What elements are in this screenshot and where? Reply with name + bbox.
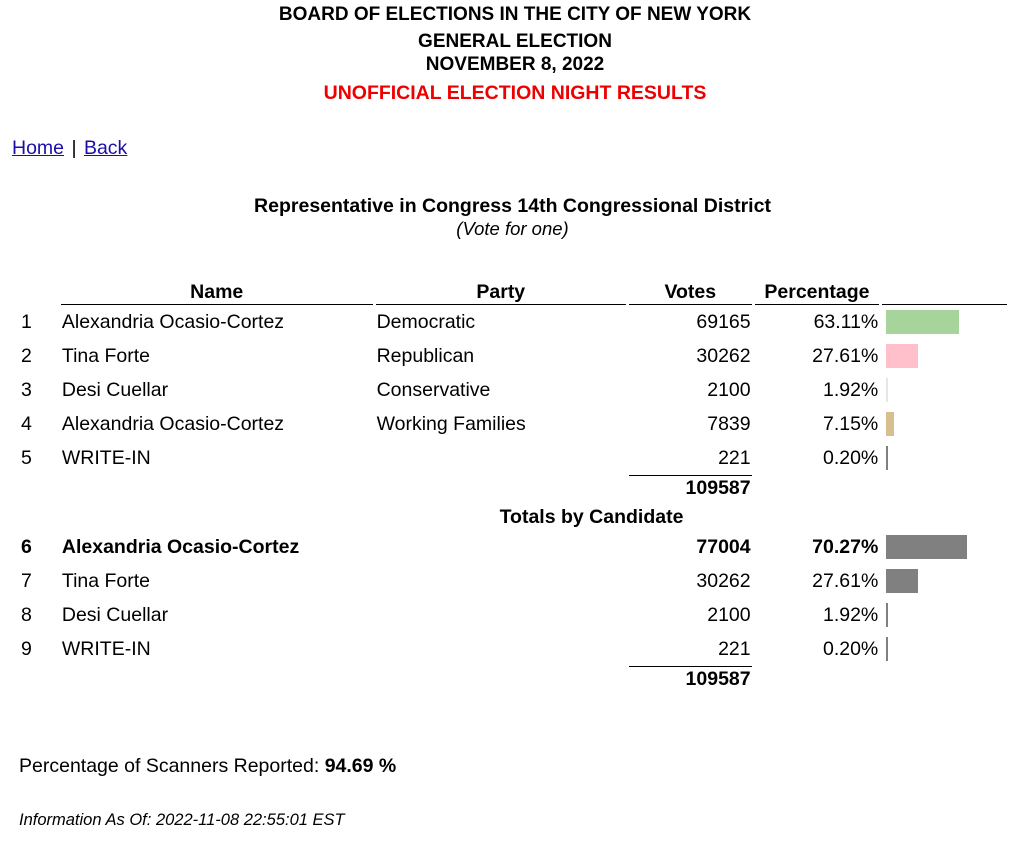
row-number: 6 [21,535,32,558]
vote-count: 221 [718,446,751,469]
information-as-of: Information As Of: 2022-11-08 22:55:01 EST [19,811,345,829]
vote-percentage: 7.15% [822,412,879,435]
vote-count: 30262 [696,569,751,592]
percentage-bar [886,310,959,334]
table-row [17,598,1007,632]
nav-separator: | [71,137,77,159]
candidate-total-row [17,666,1007,695]
party-name [376,564,626,598]
candidate-total-votes: 109587 [629,666,752,695]
candidate-total-section [17,666,1007,695]
board-title: BOARD OF ELECTIONS IN THE CITY OF NEW YORK [278,4,752,25]
percentage-bar [886,603,888,627]
table-header-row [17,278,1007,305]
candidate-name: Alexandria Ocasio-Cortez [61,310,285,333]
party-total-row [17,475,1007,504]
party-name [376,598,626,632]
percentage-bar-cell [882,305,1007,339]
back-link[interactable]: Back [83,137,128,159]
vote-count: 2100 [707,378,751,401]
row-number: 5 [21,446,32,469]
percentage-bar-cell [882,339,1007,373]
percentage-bar-cell [882,530,1007,564]
candidate-name: Desi Cuellar [61,378,169,401]
unofficial-results-banner: UNOFFICIAL ELECTION NIGHT RESULTS [323,82,707,104]
election-name: GENERAL ELECTION [418,31,612,52]
party-total-votes: 109587 [629,475,752,504]
candidate-totals-heading: Totals by Candidate [499,505,684,528]
percentage-bar [886,344,918,368]
row-number: 3 [21,378,32,401]
table-row [17,339,1007,373]
table-row [17,373,1007,407]
candidate-name: Tina Forte [61,569,151,592]
vote-count: 77004 [696,535,751,558]
candidate-name: Desi Cuellar [61,603,169,626]
row-number: 1 [21,310,32,333]
row-number: 9 [21,637,32,660]
candidate-name: WRITE-IN [61,637,151,660]
percentage-bar [886,378,888,402]
percentage-bar [886,535,967,559]
vote-percentage: 63.11% [813,310,879,333]
candidate-totals-heading-row [17,504,1007,530]
party-name: Democratic [376,310,476,333]
vote-percentage: 27.61% [812,344,879,367]
table-row [17,564,1007,598]
party-name: Working Families [376,412,526,435]
row-number: 4 [21,412,32,435]
contest-title: Representative in Congress 14th Congressional District [254,195,771,217]
party-name: Conservative [376,378,491,401]
percentage-bar-cell [882,598,1007,632]
scanners-label: Percentage of Scanners Reported: [19,755,320,777]
vote-percentage: 1.92% [822,378,879,401]
candidate-name: Alexandria Ocasio-Cortez [61,412,285,435]
table-row [17,530,1007,564]
percentage-bar-cell [882,441,1007,475]
vote-count: 2100 [707,603,751,626]
vote-count: 30262 [696,344,751,367]
party-rows [17,305,1007,475]
percentage-bar [886,412,894,436]
header-votes: Votes [629,278,752,305]
header-party: Party [376,278,626,305]
vote-percentage: 70.27% [812,535,879,558]
election-date: NOVEMBER 8, 2022 [425,54,605,75]
header-percentage: Percentage [755,278,880,305]
vote-percentage: 0.20% [822,446,879,469]
row-number: 7 [21,569,32,592]
percentage-bar-cell [882,564,1007,598]
party-name [376,632,626,666]
percentage-bar-cell [882,407,1007,441]
vote-percentage: 0.20% [822,637,879,660]
home-link[interactable]: Home [12,137,65,159]
party-name: Republican [376,344,475,367]
table-row [17,632,1007,666]
vote-count: 7839 [707,412,751,435]
table-row [17,407,1007,441]
party-name [376,530,626,564]
header-name: Name [61,278,373,305]
scanners-reported [19,754,396,778]
table-row [17,441,1007,475]
party-name [376,441,626,475]
percentage-bar [886,569,918,593]
percentage-bar [886,446,888,470]
candidate-rows [17,530,1007,666]
candidate-name: WRITE-IN [61,446,151,469]
vote-percentage: 1.92% [822,603,879,626]
percentage-bar-cell [882,373,1007,407]
results-table [14,278,1010,695]
candidate-name: Tina Forte [61,344,151,367]
header-number [17,278,58,305]
row-number: 8 [21,603,32,626]
nav-links [12,136,127,160]
vote-percentage: 27.61% [812,569,879,592]
percentage-bar [886,637,888,661]
party-total-section [17,475,1007,530]
row-number: 2 [21,344,32,367]
vote-count: 69165 [696,310,751,333]
percentage-bar-cell [882,632,1007,666]
vote-count: 221 [718,637,751,660]
contest-subtitle: (Vote for one) [456,218,569,239]
header-bar [882,278,1007,305]
table-row [17,305,1007,339]
candidate-name: Alexandria Ocasio-Cortez [61,535,300,558]
scanners-value: 94.69 % [324,755,397,777]
